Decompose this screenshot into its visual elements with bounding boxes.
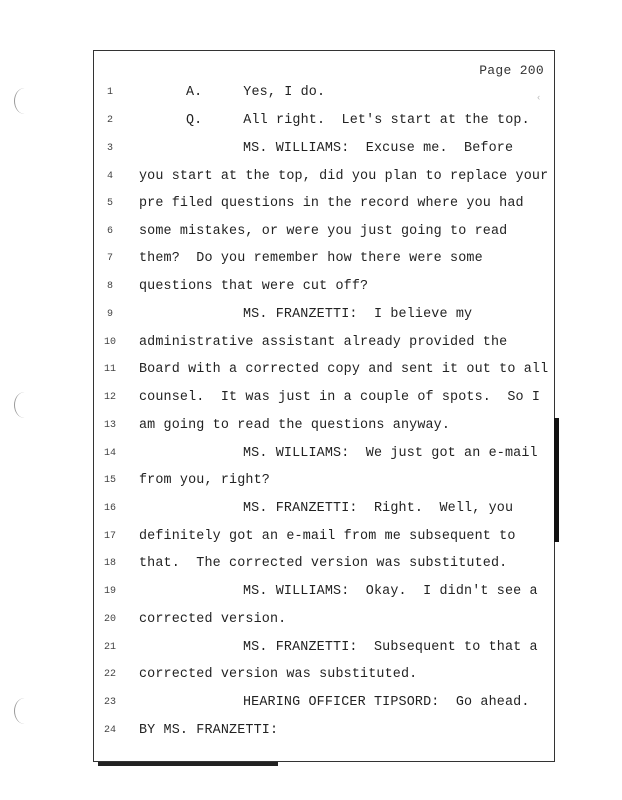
line-text: MS. WILLIAMS: Excuse me. Before bbox=[243, 141, 514, 156]
line-number: 18 bbox=[103, 558, 116, 569]
transcript-line bbox=[0, 584, 622, 604]
page-number: Page 200 bbox=[479, 63, 544, 78]
transcript-line bbox=[0, 473, 622, 493]
transcript-line bbox=[0, 446, 622, 466]
transcript-line bbox=[0, 113, 622, 133]
line-text: you start at the top, did you plan to replace your bbox=[139, 169, 549, 184]
line-number: 19 bbox=[103, 586, 116, 597]
line-text: MS. FRANZETTI: Right. Well, you bbox=[243, 501, 514, 516]
line-text: MS. WILLIAMS: Okay. I didn't see a bbox=[243, 584, 538, 599]
line-text: MS. FRANZETTI: I believe my bbox=[243, 307, 473, 322]
line-text: them? Do you remember how there were some bbox=[139, 251, 483, 266]
line-text: BY MS. FRANZETTI: bbox=[139, 723, 279, 738]
line-text: HEARING OFFICER TIPSORD: Go ahead. bbox=[243, 695, 530, 710]
transcript-line bbox=[0, 390, 622, 410]
line-number: 5 bbox=[106, 198, 113, 209]
line-number: 14 bbox=[103, 448, 116, 459]
stray-mark: ‹ bbox=[536, 93, 542, 103]
line-number: 11 bbox=[103, 364, 116, 375]
transcript-line bbox=[0, 529, 622, 549]
line-text: some mistakes, or were you just going to read bbox=[139, 224, 508, 239]
line-number: 10 bbox=[103, 337, 116, 348]
transcript-line bbox=[0, 307, 622, 327]
line-text: administrative assistant already provided the bbox=[139, 335, 508, 350]
transcript-line bbox=[0, 251, 622, 271]
line-text: A. Yes, I do. bbox=[186, 85, 326, 100]
transcript-line bbox=[0, 612, 622, 632]
transcript-line bbox=[0, 85, 622, 105]
line-text: that. The corrected version was substituted. bbox=[139, 556, 508, 571]
bottom-edge-bar bbox=[98, 762, 278, 766]
transcript-line bbox=[0, 640, 622, 660]
line-number: 22 bbox=[103, 669, 116, 680]
line-number: 24 bbox=[103, 725, 116, 736]
line-number: 9 bbox=[106, 309, 113, 320]
transcript-line bbox=[0, 501, 622, 521]
transcript-line bbox=[0, 695, 622, 715]
line-number: 20 bbox=[103, 614, 116, 625]
line-text: corrected version was substituted. bbox=[139, 667, 418, 682]
line-number: 4 bbox=[106, 171, 113, 182]
line-number: 21 bbox=[103, 642, 116, 653]
line-number: 15 bbox=[103, 475, 116, 486]
line-text: corrected version. bbox=[139, 612, 287, 627]
transcript-line bbox=[0, 335, 622, 355]
transcript-line bbox=[0, 723, 622, 743]
line-number: 16 bbox=[103, 503, 116, 514]
line-text: MS. WILLIAMS: We just got an e-mail bbox=[243, 446, 538, 461]
transcript-line bbox=[0, 418, 622, 438]
transcript-line bbox=[0, 556, 622, 576]
line-number: 1 bbox=[106, 87, 113, 98]
transcript-line bbox=[0, 362, 622, 382]
transcript-line bbox=[0, 141, 622, 161]
line-text: MS. FRANZETTI: Subsequent to that a bbox=[243, 640, 538, 655]
transcript-line bbox=[0, 667, 622, 687]
line-text: questions that were cut off? bbox=[139, 279, 369, 294]
line-number: 7 bbox=[106, 253, 113, 264]
transcript-line bbox=[0, 196, 622, 216]
line-number: 17 bbox=[103, 531, 116, 542]
transcript-line bbox=[0, 224, 622, 244]
line-number: 3 bbox=[106, 143, 113, 154]
line-text: am going to read the questions anyway. bbox=[139, 418, 451, 433]
line-text: definitely got an e-mail from me subsequent to bbox=[139, 529, 516, 544]
transcript-line bbox=[0, 279, 622, 299]
transcript-line bbox=[0, 169, 622, 189]
line-number: 2 bbox=[106, 115, 113, 126]
line-text: pre filed questions in the record where you had bbox=[139, 196, 524, 211]
line-number: 23 bbox=[103, 697, 116, 708]
line-number: 12 bbox=[103, 392, 116, 403]
line-text: Board with a corrected copy and sent it out to all bbox=[139, 362, 549, 377]
line-number: 6 bbox=[106, 226, 113, 237]
line-number: 13 bbox=[103, 420, 116, 431]
line-text: Q. All right. Let's start at the top. bbox=[186, 113, 530, 128]
line-number: 8 bbox=[106, 281, 113, 292]
line-text: counsel. It was just in a couple of spots. So I bbox=[139, 390, 541, 405]
line-text: from you, right? bbox=[139, 473, 270, 488]
